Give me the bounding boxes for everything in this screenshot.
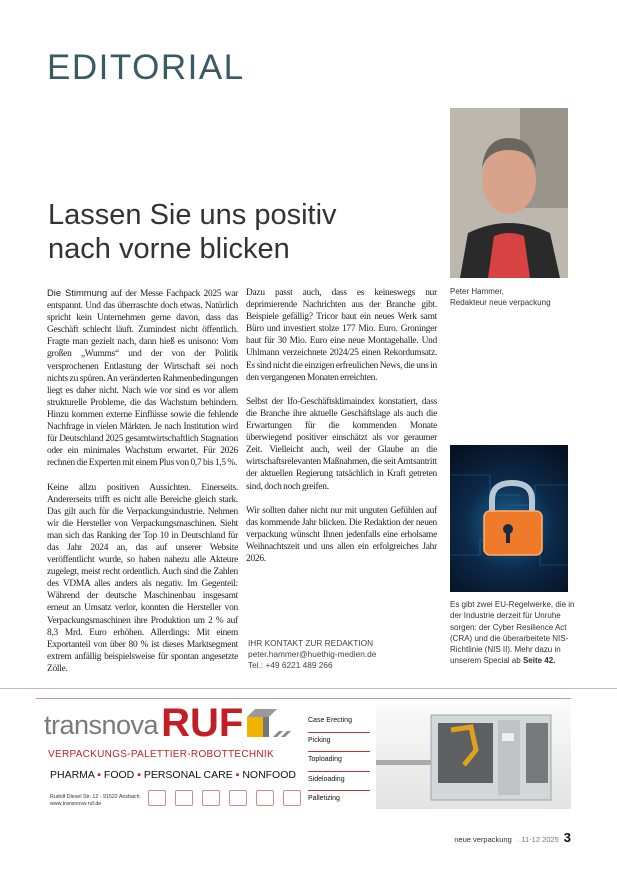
packaging-icons (148, 790, 301, 806)
advertisement-transnova-ruf[interactable] (36, 698, 571, 811)
contact-phone: Tel.: +49 6221 489 266 (248, 660, 333, 671)
box-icon (148, 790, 166, 806)
lead-in: Die Stimmung (47, 287, 108, 298)
logo-brand: RUF (161, 701, 244, 745)
section-title: EDITORIAL (47, 48, 245, 87)
article-column-1 (47, 287, 238, 687)
sector: PERSONAL CARE (143, 769, 233, 781)
service-item: Palletizing (308, 795, 340, 802)
service-item: Picking (308, 733, 370, 753)
headline-line: nach vorne blicken (48, 233, 290, 265)
service-item: Case Erecting (308, 713, 370, 733)
image-caption (450, 599, 575, 667)
magazine-name: neue verpackung (454, 835, 512, 844)
page-reference-link[interactable]: Seite 42. (522, 656, 556, 666)
separator: ▪ (137, 769, 141, 781)
service-item: Toploading (308, 752, 370, 772)
page-number: 3 (563, 830, 571, 845)
contact-email[interactable]: peter.hammer@huethig-medien.de (248, 649, 377, 660)
ad-address (50, 794, 140, 807)
paragraph-text: auf der Messe Fachpack 2025 war entspannt. Und das überraschte doch etwas. Natürlich spricht kein Unternehmen gerne davon, dass das Geschäft schlecht läuft. Zumindest nicht öffentlich. Fragte man gezielt nach, dann hieß es unisono: Vom großen „Wumms“ und der von der Politik versprochenen Entlastung der Wirtschaft sei noch nichts zu spüren. An veränderten Rahmenbedingungen liegt es daher nicht. Nach wie vor sind es vor allem strukturelle Probleme, die das Wachstum behindern. Hinzu kommen externe Einflüsse sowie die fehlende Nachfrage in vielen Märkten. Je nach Institution wird für Deutschland 2025 gesamtwirtschaftlich Stagnation oder ein minimales Wachstum erwartet. Für 2026 rechnen die Experten mit einem Plus von 0,7 bis 1,5 %. (47, 289, 239, 469)
contact-heading: IHR KONTAKT ZUR REDAKTION (248, 638, 374, 648)
caption-text: Es gibt zwei EU-Regelwerke, die in der Industrie derzeit für Unruhe sorgen: der Cyber Resilience Act (CRA) und die überarbeitete NIS-Richtlinie (NIS II). Mehr dazu in unserem Special ab (450, 600, 575, 666)
separator: ▪ (235, 769, 240, 781)
logo-cube-icon (243, 707, 293, 741)
article-headline (48, 198, 428, 266)
tray-icon (175, 790, 193, 806)
ad-sectors (50, 769, 296, 781)
editorial-contact (248, 638, 376, 672)
paragraph: Selbst der Ifo-Geschäftsklimaindex konstatiert, dass die Branche ihre aktuelle Geschäftslage als auch die Erwartungen für die kommenden Monate überwiegend positiver einschätzt als vor geraumer Zeit. Vielleicht auch, weil der Glaube an die wirtschaftsrelevanten Maßnahmen, die seit Amtsantritt der aktuellen Regierung tatsächlich in Kraft getreten sind, doch noch greifen. (246, 396, 437, 492)
author-role: Redakteur neue verpackung (450, 298, 551, 308)
address: Rudolf Diesel Str. 12 · 91522 Ansbach (50, 794, 140, 800)
packaging-machine-image (376, 705, 571, 809)
ad-logo (44, 701, 293, 745)
logo-prefix: transnova (44, 710, 159, 740)
paragraph (47, 287, 238, 469)
sector: FOOD (103, 769, 135, 781)
website-link[interactable]: www.transnova-ruf.de (50, 800, 102, 807)
page-footer (454, 830, 571, 845)
pallet-icon (229, 790, 247, 806)
wrap-icon (202, 790, 220, 806)
ad-tagline: VERPACKUNGS-PALETTIER-ROBOTTECHNIK (48, 749, 274, 760)
divider (0, 688, 617, 689)
stack-icon (283, 790, 301, 806)
author-photo (450, 108, 568, 278)
paragraph: Wir sollten daher nicht nur mit unguten Gefühlen auf das kommende Jahr blicken. Die Redaktion der neuen verpackung wünscht Ihnen jedenfalls eine erholsame Weihnachtszeit und uns allen ein erfolgreiches Jahr 2026. (246, 505, 437, 565)
paragraph: Dazu passt auch, dass es keineswegs nur deprimierende Nachrichten aus der Branche gibt. Beispiele gefällig? Tricor baut ein neues Werk samt Büro und investiert stolze 177 Mio. Euro. Groninger baut für 30 Mio. Euro eine neue Montagehalle. Und Uhlmann verzeichnete 2024/25 einen Rekordumsatz. Es sind nicht die einzigen erfreulichen News, die uns in den vergangenen Monaten erreichten. (246, 288, 437, 383)
paragraph: Keine allzu positiven Aussichten. Einerseits. Andererseits trifft es nicht alle Bereiche gleich stark. Das gilt auch für die Verpackungsindustrie. Nehmen wir die Hersteller von Verpackungsmaschinen. Sieht man sich das Ranking der Top 10 in Deutschland für das Jahr 2024 an, das auf unserer Website veröffentlicht wurde, so haben nahezu alle Akteure zugelegt, meist recht ordentlich. Auch sind die Zahlen des VDMA alles anders als negativ. Im Gegenteil: Während der deutsche Maschinenbau insgesamt erneut an Umsatz verlor, konnten die Hersteller von Verpackungsmaschinen ihre Produktion um 2 % auf 8,3 Mrd. Euro erhöhen. Allerdings: Mit einem Exportanteil von über 80 % ist dieses Marktsegment extrem anfällig beispielsweise für spontan angesetzte Zölle. (47, 482, 238, 674)
article-column-2 (246, 287, 437, 577)
separator: ▪ (97, 769, 101, 781)
service-item: Sideloading (308, 772, 370, 792)
ad-services (308, 713, 370, 811)
sector: PHARMA (50, 769, 95, 781)
case-icon (256, 790, 274, 806)
headline-line: Lassen Sie uns positiv (48, 199, 337, 231)
sector: NONFOOD (242, 769, 296, 781)
cybersecurity-lock-image (450, 445, 568, 592)
author-name: Peter Hammer, (450, 287, 504, 296)
issue: · 11-12 2025 (516, 835, 559, 844)
author-caption (450, 286, 551, 309)
